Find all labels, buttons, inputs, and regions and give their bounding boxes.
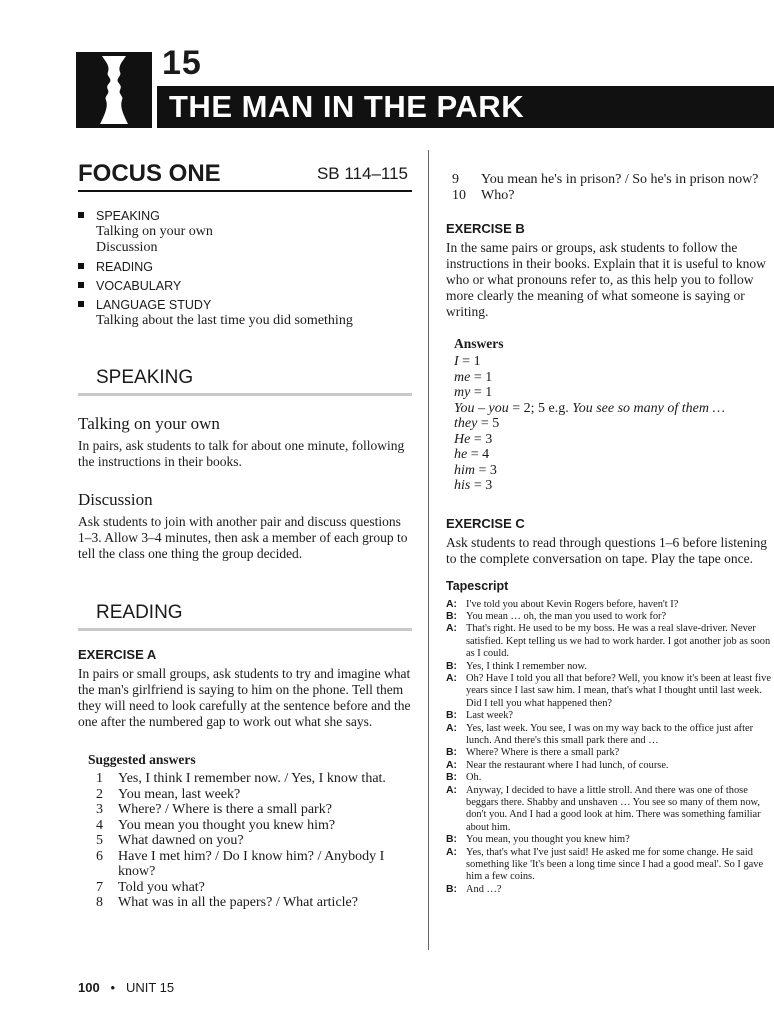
faces-vase-icon — [76, 52, 152, 128]
focus-header — [78, 160, 412, 192]
pronoun: him — [454, 462, 475, 478]
referent: = 3 — [470, 431, 493, 447]
exercise-b-block — [446, 221, 774, 320]
bullet-icon — [78, 263, 84, 269]
answer-line — [454, 447, 774, 463]
speaker-label: A: — [446, 784, 457, 796]
spoken-text: Yes, last week. You see, I was on my way back to the office just after lunch. And there's this small park there and … — [466, 722, 754, 746]
focus-title: FOCUS ONE — [78, 160, 221, 187]
tapescript-line — [446, 661, 774, 673]
tapescript-line — [446, 847, 774, 884]
answer-line — [454, 416, 774, 432]
answer-item — [88, 771, 412, 787]
focus-item — [78, 278, 412, 294]
unit-number: 15 — [162, 44, 202, 82]
referent: = 5 — [477, 416, 500, 431]
exercise-heading: EXERCISE A — [78, 647, 157, 662]
answer-text: You mean he's in prison? / So he's in prison now? — [481, 172, 759, 187]
pronoun: me — [454, 369, 471, 385]
answer-text: You mean, last week? — [118, 786, 241, 802]
bullet-icon — [78, 212, 84, 218]
pronoun: I — [454, 354, 459, 369]
paragraph: In pairs or small groups, ask students to try and imagine what the man's girlfriend is saying to him on the phone. Tell them they will need to look carefully at the sentence before and the one after the numbered gap to work out what she says. — [78, 666, 411, 729]
footer-unit: UNIT 15 — [125, 980, 175, 995]
answer-item — [88, 802, 412, 818]
tapescript-line — [446, 747, 774, 759]
answer-number: 4 — [96, 817, 103, 833]
tapescript-line — [446, 599, 774, 611]
referent: = 3 — [470, 478, 493, 493]
answer-line — [454, 463, 774, 479]
discussion-block — [78, 490, 412, 562]
tapescript-line — [446, 785, 774, 835]
tapescript-line — [446, 884, 774, 896]
spoken-text: Anyway, I decided to have a little stroll. And there was one of those beggars there. Shabby and unshaven … You see so many of them now, don't you. And I had a good look at him. There was something familiar about him. — [466, 784, 761, 833]
tapescript-line — [446, 673, 774, 710]
speaker-label: B: — [446, 834, 457, 846]
speaker-label: A: — [446, 722, 457, 734]
answer-line — [454, 354, 774, 370]
answer-item — [446, 188, 774, 204]
spoken-text: Yes, I think I remember now. — [466, 660, 587, 672]
tapescript-line — [446, 834, 774, 846]
referent: = 1 — [470, 385, 493, 400]
answer-text: You mean you thought you knew him? — [118, 817, 336, 833]
answer-number: 6 — [96, 848, 103, 864]
tapescript-lines — [446, 599, 774, 897]
continued-answers-list — [446, 172, 774, 204]
speaker-label: A: — [446, 759, 457, 771]
answer-number: 7 — [96, 879, 103, 895]
spoken-text: You mean, you thought you knew him? — [466, 834, 630, 846]
spoken-text: And …? — [466, 883, 502, 895]
column-divider — [428, 150, 429, 950]
answer-number: 5 — [96, 833, 103, 848]
focus-item-label: LANGUAGE STUDY — [96, 298, 212, 312]
spoken-text: Oh? Have I told you all that before? Well, you know it's been at least five years since I last saw him. I mean, that's what I thought until last week. Did I tell you what happened then? — [466, 672, 771, 709]
spoken-text: You mean … oh, the man you used to work for? — [466, 610, 667, 622]
answer-number: 8 — [96, 895, 103, 910]
page-number: 100 — [78, 980, 100, 995]
section-heading-text: READING — [96, 602, 183, 623]
exercise-heading: EXERCISE B — [446, 221, 525, 236]
answer-text: Told you what? — [118, 879, 205, 895]
section-heading-text: SPEAKING — [96, 367, 194, 388]
referent: = 4 — [467, 447, 490, 462]
referent: = 3 — [475, 462, 497, 478]
speaker-label: B: — [446, 610, 457, 622]
spoken-text: Last week? — [466, 710, 514, 722]
paragraph: In pairs, ask students to talk for about one minute, following the instructions in their books. — [78, 438, 405, 469]
pronoun: He — [454, 431, 471, 447]
pronoun: his — [454, 478, 471, 493]
tapescript-line — [446, 611, 774, 623]
paragraph: In the same pairs or groups, ask students to follow the instructions in their books. Explain that it is useful to know who or what pronouns refer to, as this help you to follow more clearly the meaning of what someone is saying or writing. — [446, 240, 766, 319]
spoken-text: Yes, that's what I've just said! He asked me for some change. He said something like 'It's been a long time since I had a good meal'. So I gave him a few coins. — [466, 846, 764, 883]
subheading: Discussion — [78, 490, 153, 509]
left-column — [78, 160, 412, 911]
answer-item — [88, 880, 412, 896]
tapescript-line — [446, 760, 774, 772]
answers-block — [454, 336, 774, 494]
suggested-answers-block — [88, 752, 412, 911]
answer-number: 2 — [96, 786, 103, 802]
answers-heading: Answers — [454, 336, 504, 351]
focus-item-label: VOCABULARY — [96, 279, 182, 293]
exercise-a-block — [78, 647, 412, 730]
focus-item — [78, 208, 412, 256]
answer-line — [454, 432, 774, 448]
focus-list — [78, 208, 412, 329]
student-book-reference: SB 114–115 — [316, 164, 408, 183]
focus-item-label: READING — [96, 260, 153, 274]
right-column — [446, 172, 774, 896]
answer-line — [454, 370, 774, 386]
speaker-label: A: — [446, 846, 457, 858]
focus-item — [78, 297, 412, 329]
answer-item — [446, 172, 774, 188]
page-footer — [78, 980, 174, 995]
spoken-text: Oh. — [466, 772, 482, 784]
spoken-text: I've told you about Kevin Rogers before, haven't I? — [466, 598, 679, 610]
spoken-text: That's right. He used to be my boss. He was a real slave-driver. Never satisfied. Kept telling us we had to work harder. I got another job as soon as I could. — [466, 623, 771, 660]
speaker-label: B: — [446, 660, 457, 672]
suggested-answers-heading: Suggested answers — [88, 752, 196, 767]
unit-logo-faces — [76, 52, 152, 128]
answer-text: Who? — [481, 188, 515, 203]
focus-item-label: SPEAKING — [96, 209, 160, 223]
answer-text: Yes, I think I remember now. / Yes, I know that. — [118, 771, 386, 786]
bullet-icon — [78, 301, 84, 307]
tapescript-heading: Tapescript — [446, 578, 509, 593]
answer-number: 9 — [452, 172, 459, 187]
answer-item — [88, 895, 412, 911]
focus-subitem: Talking on your own — [96, 224, 213, 239]
pronoun: they — [454, 416, 478, 431]
answer-line — [454, 385, 774, 401]
example: You see so many of them … — [572, 400, 725, 416]
speaker-label: B: — [446, 747, 457, 759]
spoken-text: Where? Where is there a small park? — [466, 747, 620, 759]
speaker-label: B: — [446, 772, 457, 784]
bullet-icon — [78, 282, 84, 288]
speaking-section-heading — [78, 367, 412, 396]
referent: = 2; 5 e.g. — [508, 400, 573, 416]
talking-block — [78, 414, 412, 470]
referent: = 1 — [458, 354, 481, 369]
answer-item — [88, 833, 412, 849]
reading-section-heading — [78, 602, 412, 631]
tapescript-line — [446, 723, 774, 748]
speaker-label: B: — [446, 710, 457, 722]
paragraph: Ask students to read through questions 1–6 before listening to the complete conversation on tape. Play the tape once. — [446, 534, 767, 566]
title-bar — [157, 86, 774, 128]
answer-number: 10 — [452, 188, 466, 203]
answer-text: What dawned on you? — [118, 833, 244, 848]
subheading: Talking on your own — [78, 414, 220, 433]
answer-line — [454, 401, 774, 417]
answer-number: 1 — [96, 771, 103, 786]
unit-title: THE MAN IN THE PARK — [169, 89, 525, 124]
tapescript-line — [446, 623, 774, 660]
referent: = 1 — [470, 369, 493, 385]
exercise-c-block — [446, 516, 774, 567]
focus-subitem: Talking about the last time you did something — [96, 313, 353, 328]
pronoun: You – you — [454, 400, 509, 416]
answer-number: 3 — [96, 802, 103, 817]
tapescript-line — [446, 710, 774, 722]
suggested-answers-list — [88, 771, 412, 911]
paragraph: Ask students to join with another pair and discuss questions 1–3. Allow 3–4 minutes, then ask a member of each group to tell the class one thing the group decided. — [78, 514, 408, 561]
pronoun: he — [454, 447, 468, 462]
tapescript-block — [446, 579, 774, 897]
tapescript-line — [446, 772, 774, 784]
pronoun: my — [454, 385, 471, 400]
answer-line — [454, 478, 774, 494]
answer-text: What was in all the papers? / What article? — [118, 895, 358, 910]
speaker-label: B: — [446, 883, 457, 895]
exercise-heading: EXERCISE C — [446, 515, 525, 531]
answer-item — [88, 787, 412, 803]
speaker-label: A: — [446, 598, 457, 610]
answer-item — [88, 849, 412, 880]
focus-item — [78, 259, 412, 275]
footer-separator: • — [110, 980, 116, 995]
answer-text: Where? / Where is there a small park? — [118, 802, 332, 817]
spoken-text: Near the restaurant where I had lunch, of course. — [466, 759, 669, 771]
speaker-label: A: — [446, 623, 457, 635]
answer-item — [88, 818, 412, 834]
answer-text: Have I met him? / Do I know him? / Anybody I know? — [118, 848, 385, 879]
speaker-label: A: — [446, 672, 457, 684]
focus-subitem: Discussion — [96, 240, 158, 255]
